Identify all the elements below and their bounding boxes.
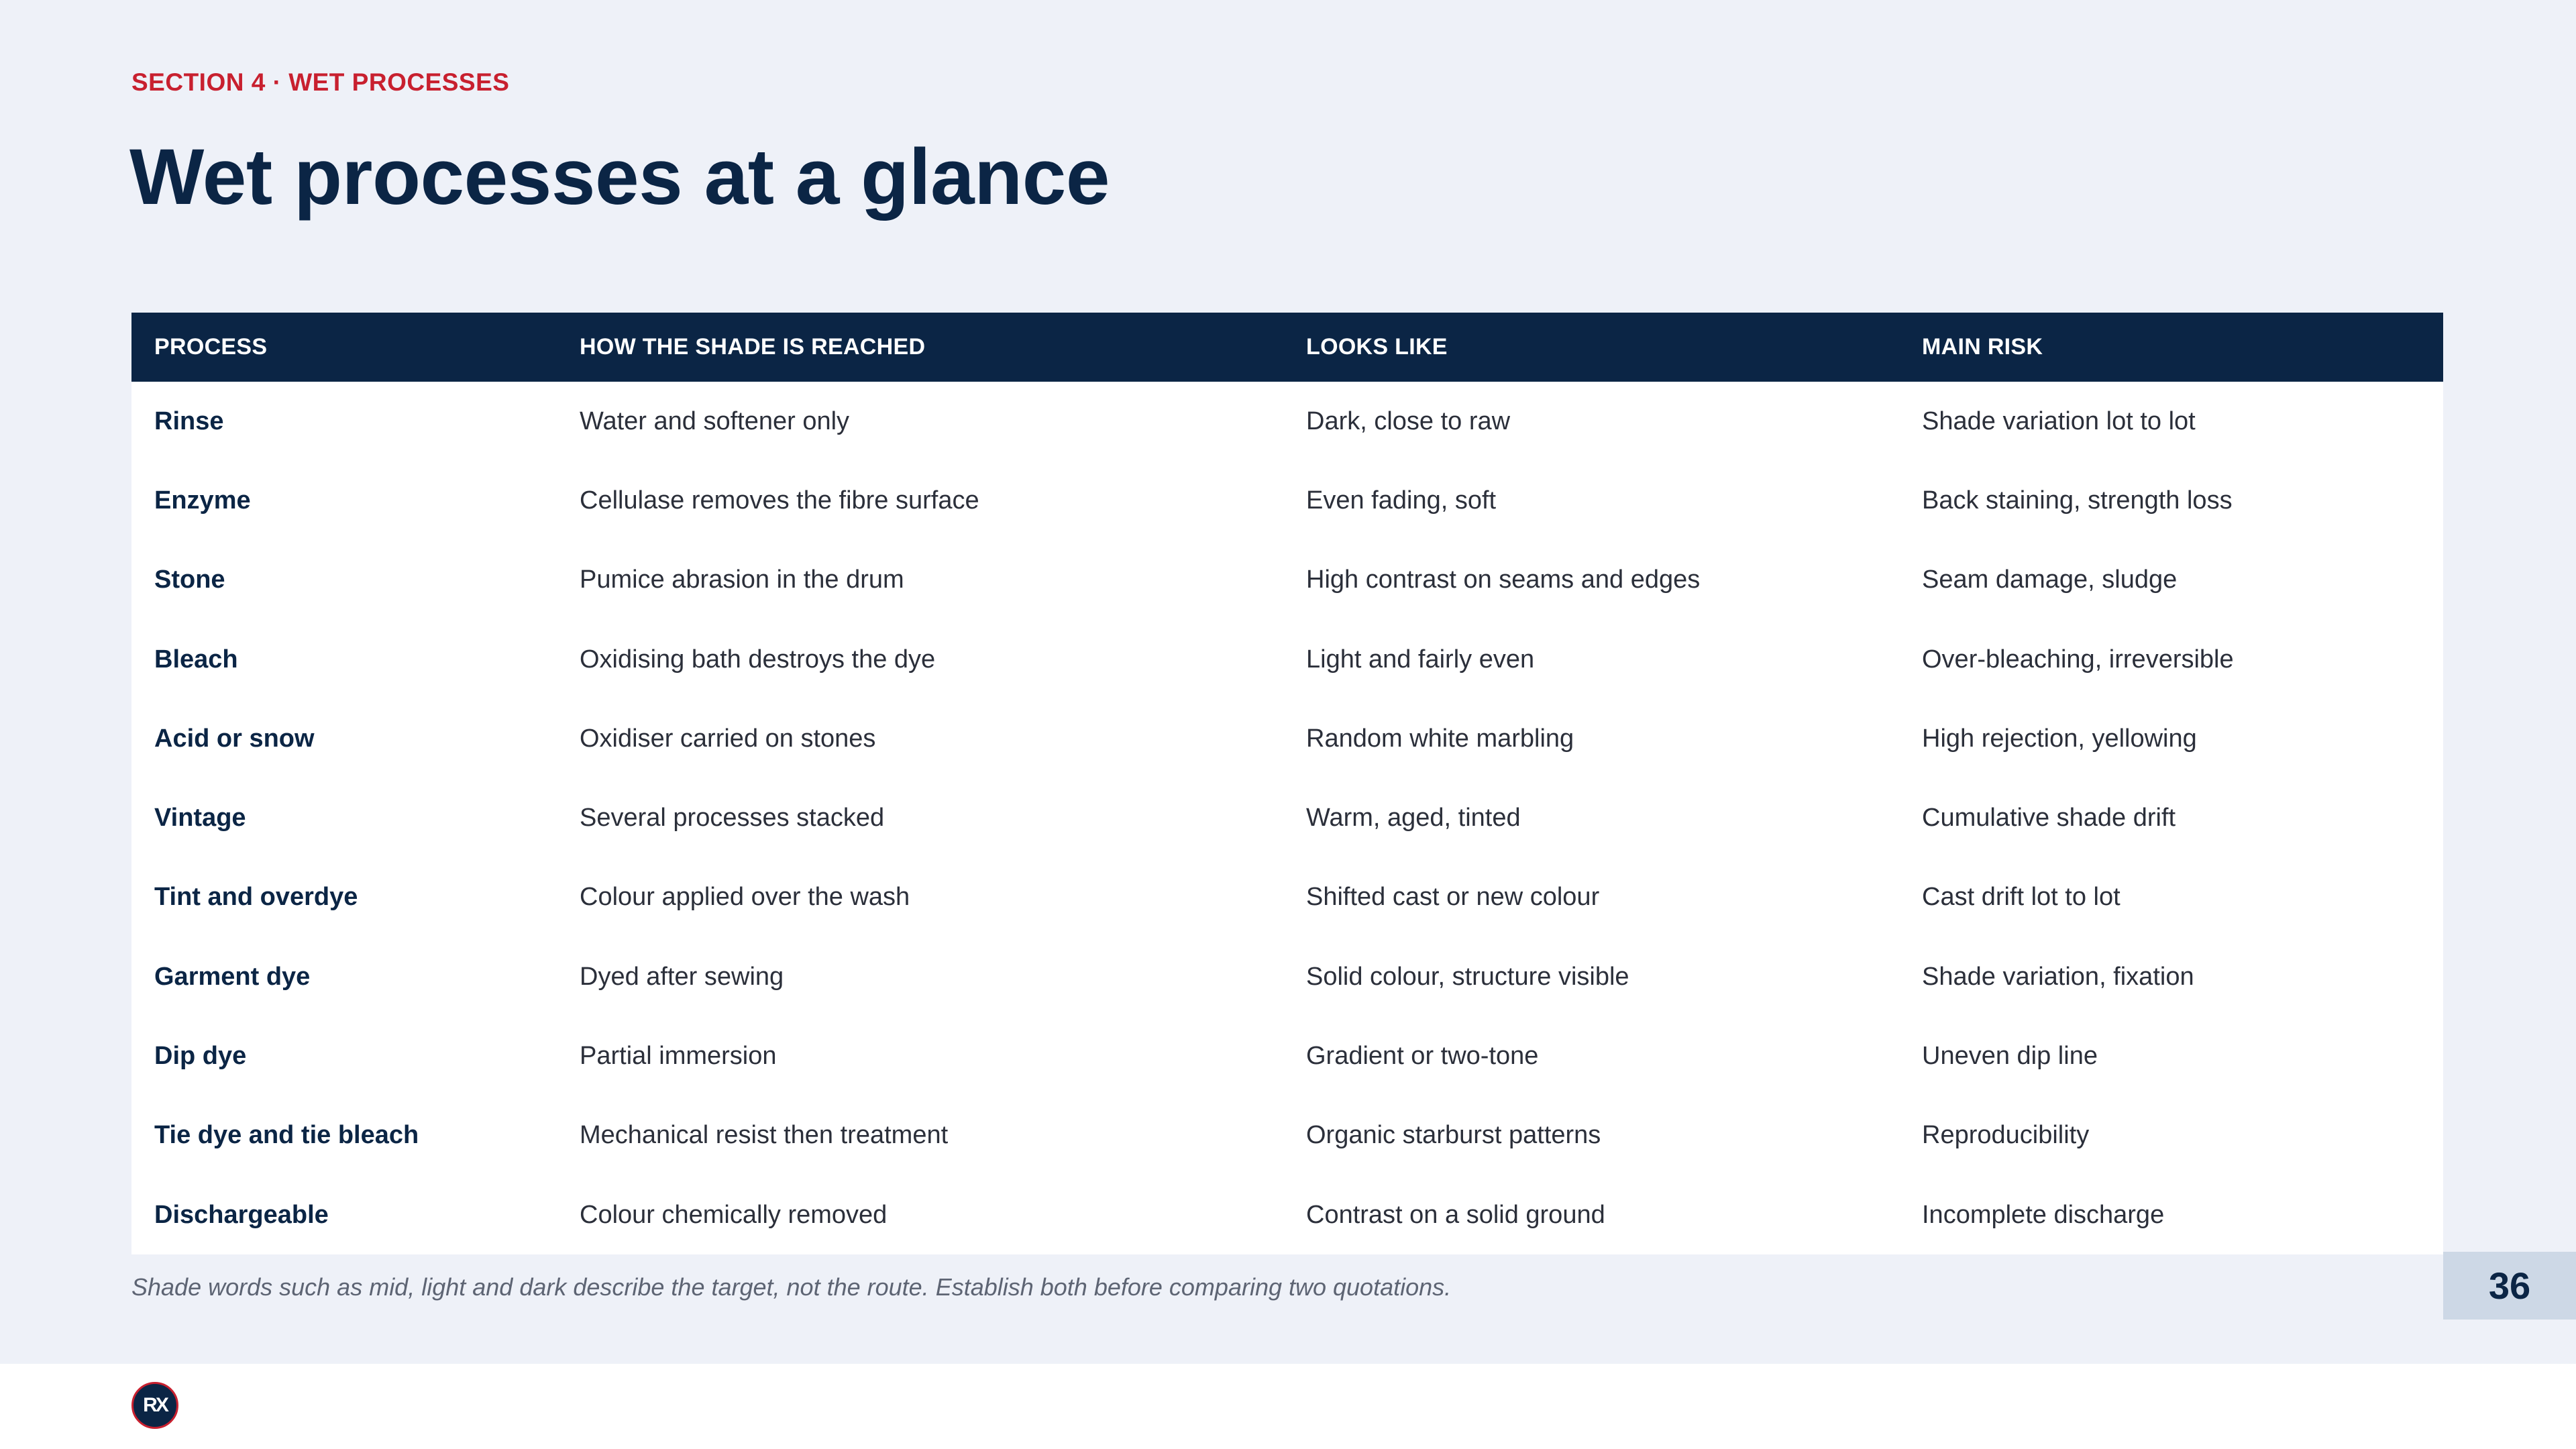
table-row bbox=[131, 541, 2443, 620]
cell-process: Vintage bbox=[154, 804, 246, 833]
table-row bbox=[131, 937, 2443, 1016]
cell-risk: Shade variation, fixation bbox=[1922, 962, 2194, 991]
cell-risk: Uneven dip line bbox=[1922, 1042, 2098, 1071]
footnote: Shade words such as mid, light and dark describe the target, not the route. Establish both before comparing two quotations. bbox=[131, 1273, 1452, 1301]
cell-looks: Solid colour, structure visible bbox=[1306, 962, 1629, 991]
cell-how: Oxidising bath destroys the dye bbox=[580, 645, 936, 674]
cell-how: Partial immersion bbox=[580, 1042, 777, 1071]
cell-looks: Warm, aged, tinted bbox=[1306, 804, 1521, 833]
cell-risk: Reproducibility bbox=[1922, 1121, 2090, 1150]
column-header-how: HOW THE SHADE IS REACHED bbox=[580, 334, 926, 360]
cell-process: Tie dye and tie bleach bbox=[154, 1121, 419, 1150]
cell-looks: Dark, close to raw bbox=[1306, 407, 1511, 435]
table-header bbox=[131, 313, 2443, 382]
table-row bbox=[131, 620, 2443, 699]
cell-risk: Incomplete discharge bbox=[1922, 1200, 2165, 1229]
cell-risk: High rejection, yellowing bbox=[1922, 724, 2197, 753]
cell-risk: Over-bleaching, irreversible bbox=[1922, 645, 2234, 674]
table-row bbox=[131, 1175, 2443, 1254]
cell-process: Rinse bbox=[154, 407, 224, 435]
process-table bbox=[131, 313, 2443, 1254]
cell-looks: Contrast on a solid ground bbox=[1306, 1200, 1605, 1229]
cell-looks: Random white marbling bbox=[1306, 724, 1574, 753]
cell-risk: Seam damage, sludge bbox=[1922, 566, 2178, 594]
column-header-risk: MAIN RISK bbox=[1922, 334, 2043, 360]
column-header-process: PROCESS bbox=[154, 334, 268, 360]
cell-risk: Cast drift lot to lot bbox=[1922, 883, 2121, 912]
table-row bbox=[131, 699, 2443, 778]
brand-logo-icon bbox=[131, 1382, 178, 1429]
cell-process: Garment dye bbox=[154, 962, 311, 991]
cell-how: Mechanical resist then treatment bbox=[580, 1121, 949, 1150]
cell-how: Cellulase removes the fibre surface bbox=[580, 486, 979, 515]
cell-risk: Cumulative shade drift bbox=[1922, 804, 2176, 833]
cell-process: Dischargeable bbox=[154, 1200, 329, 1229]
cell-how: Several processes stacked bbox=[580, 804, 885, 833]
cell-looks: Even fading, soft bbox=[1306, 486, 1497, 515]
cell-process: Bleach bbox=[154, 645, 238, 674]
cell-process: Tint and overdye bbox=[154, 883, 358, 912]
cell-how: Pumice abrasion in the drum bbox=[580, 566, 904, 594]
table-row bbox=[131, 1016, 2443, 1095]
table-body bbox=[131, 382, 2443, 1254]
table-row bbox=[131, 858, 2443, 937]
cell-risk: Back staining, strength loss bbox=[1922, 486, 2233, 515]
table-row bbox=[131, 1096, 2443, 1175]
footer-bar bbox=[0, 1364, 2576, 1449]
page-title: Wet processes at a glance bbox=[129, 133, 1110, 221]
table-row bbox=[131, 461, 2443, 540]
cell-how: Colour applied over the wash bbox=[580, 883, 910, 912]
cell-how: Colour chemically removed bbox=[580, 1200, 888, 1229]
logo-text: RX bbox=[143, 1394, 167, 1416]
cell-risk: Shade variation lot to lot bbox=[1922, 407, 2196, 435]
table-row bbox=[131, 382, 2443, 461]
cell-looks: Shifted cast or new colour bbox=[1306, 883, 1600, 912]
column-header-looks: LOOKS LIKE bbox=[1306, 334, 1448, 360]
cell-how: Water and softener only bbox=[580, 407, 850, 435]
cell-how: Oxidiser carried on stones bbox=[580, 724, 876, 753]
cell-process: Enzyme bbox=[154, 486, 251, 515]
cell-process: Dip dye bbox=[154, 1042, 247, 1071]
section-label: SECTION 4 · WET PROCESSES bbox=[131, 68, 510, 96]
cell-looks: Organic starburst patterns bbox=[1306, 1121, 1601, 1150]
cell-process: Stone bbox=[154, 566, 225, 594]
page-number: 36 bbox=[2443, 1252, 2576, 1320]
cell-looks: Gradient or two-tone bbox=[1306, 1042, 1539, 1071]
cell-looks: High contrast on seams and edges bbox=[1306, 566, 1701, 594]
cell-looks: Light and fairly even bbox=[1306, 645, 1535, 674]
table-row bbox=[131, 778, 2443, 857]
cell-how: Dyed after sewing bbox=[580, 962, 784, 991]
cell-process: Acid or snow bbox=[154, 724, 315, 753]
